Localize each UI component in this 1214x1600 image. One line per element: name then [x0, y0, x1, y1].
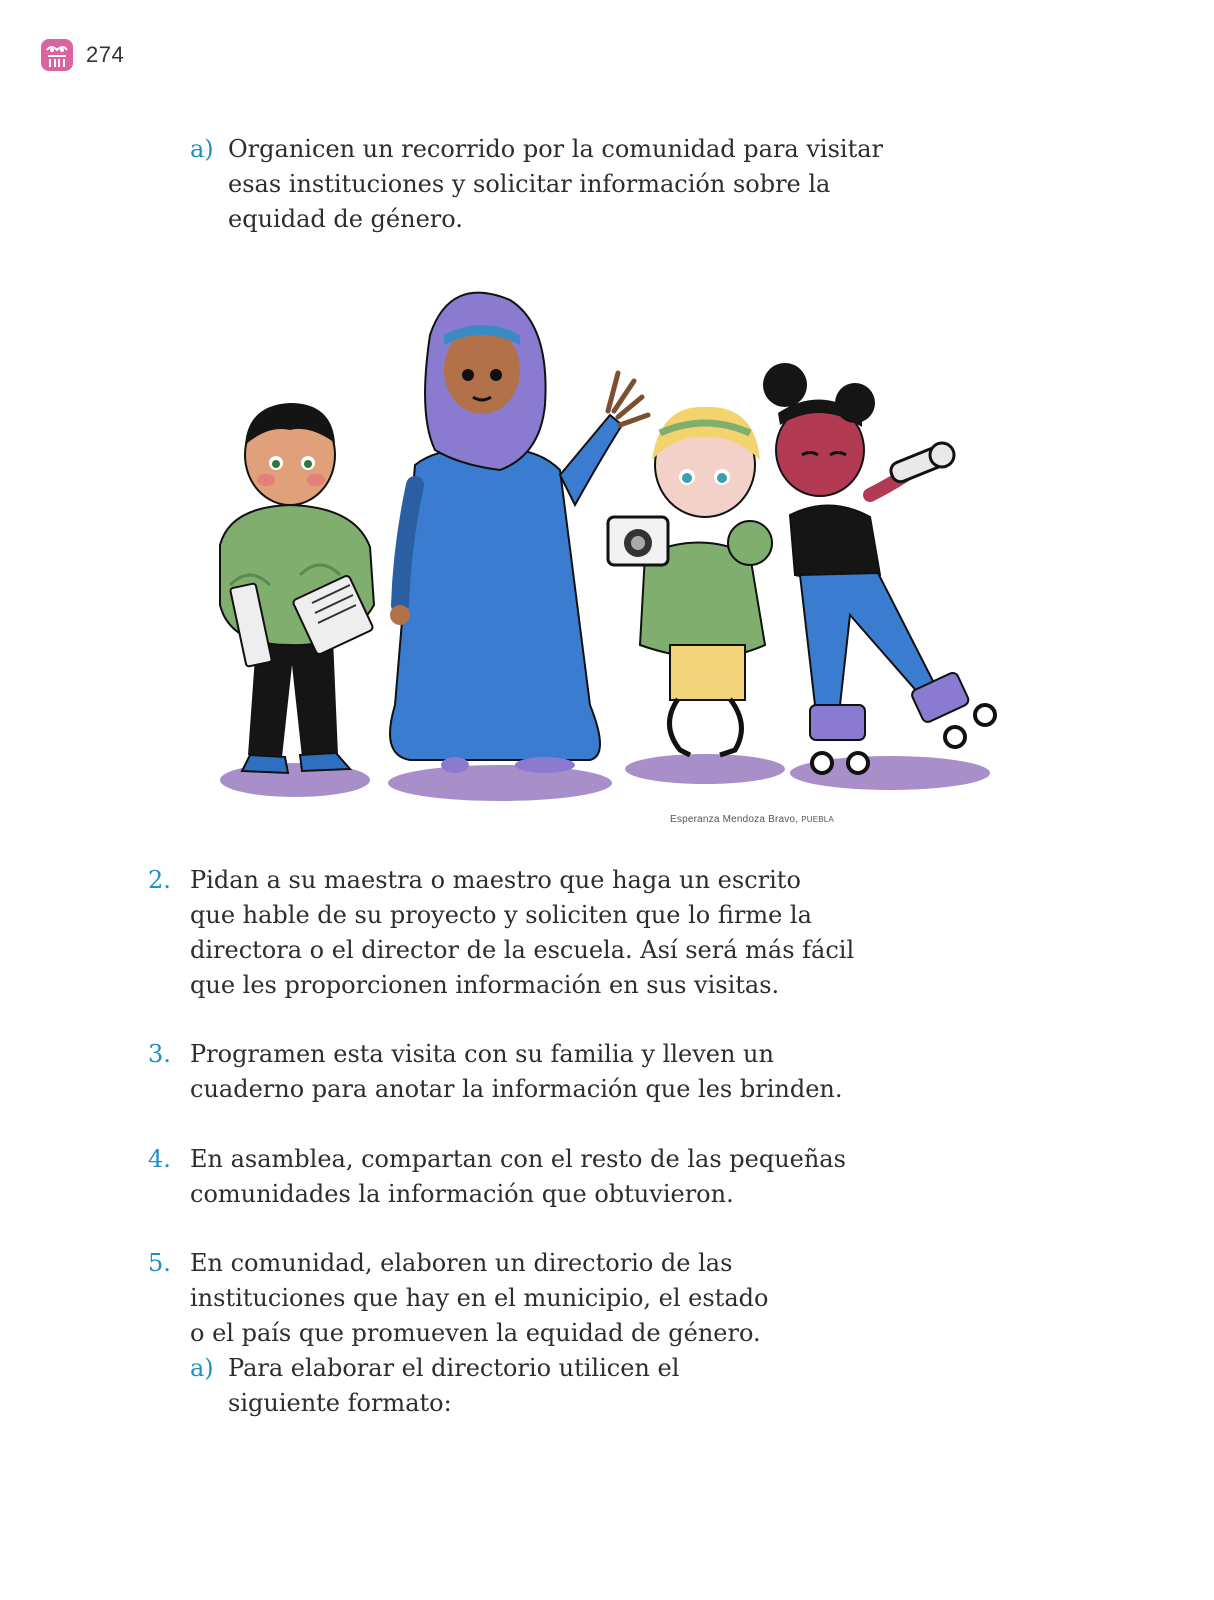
- text-line: o el país que promueven la equidad de género.: [190, 1319, 761, 1347]
- item-text: [190, 1246, 908, 1351]
- girl-camera-figure: [608, 407, 772, 755]
- text-line: esas instituciones y solicitar información sobre la: [228, 170, 831, 198]
- text-line: siguiente formato:: [228, 1389, 452, 1417]
- item-text: [190, 1142, 908, 1212]
- text-line: que hable de su proyecto y soliciten que lo firme la: [190, 901, 812, 929]
- step-2: [148, 863, 908, 1003]
- text-line: comunidades la información que obtuvieron.: [190, 1180, 734, 1208]
- item-text: [190, 1037, 908, 1107]
- page-header: [40, 38, 124, 72]
- text-line: que les proporcionen información en sus visitas.: [190, 971, 780, 999]
- step-5a: [190, 1351, 890, 1421]
- step-1a: [190, 132, 910, 237]
- item-marker: 2.: [148, 866, 171, 894]
- item-marker: 3.: [148, 1040, 171, 1068]
- item-marker: a): [190, 135, 214, 163]
- item-text: [190, 863, 908, 1003]
- boy-figure: [220, 403, 374, 773]
- text-line: En asamblea, compartan con el resto de las pequeñas: [190, 1145, 846, 1173]
- item-marker: 4.: [148, 1145, 171, 1173]
- step-5: [148, 1246, 908, 1351]
- credit-name: Esperanza Mendoza Bravo,: [670, 814, 799, 825]
- step-3: [148, 1037, 908, 1107]
- item-text: [228, 1351, 890, 1421]
- text-line: directora o el director de la escuela. Así será más fácil: [190, 936, 855, 964]
- credit-state: PUEBLA: [801, 815, 834, 824]
- text-line: Pidan a su maestra o maestro que haga un escrito: [190, 866, 801, 894]
- text-line: En comunidad, elaboren un directorio de las: [190, 1249, 733, 1277]
- text-line: equidad de género.: [228, 205, 463, 233]
- text-line: Programen esta visita con su familia y lleven un: [190, 1040, 774, 1068]
- book-seal-icon: [40, 38, 74, 72]
- text-line: cuaderno para anotar la información que les brinden.: [190, 1075, 843, 1103]
- item-text: [228, 132, 910, 237]
- illustration-credit: [670, 814, 834, 825]
- page-number: 274: [86, 42, 125, 67]
- item-marker: 5.: [148, 1249, 171, 1277]
- step-4: [148, 1142, 908, 1212]
- text-line: instituciones que hay en el municipio, el estado: [190, 1284, 769, 1312]
- text-line: Organicen un recorrido por la comunidad para visitar: [228, 135, 884, 163]
- girl-microphone-figure: [763, 363, 995, 773]
- item-marker: a): [190, 1354, 214, 1382]
- text-line: Para elaborar el directorio utilicen el: [228, 1354, 680, 1382]
- children-illustration: [190, 285, 1020, 825]
